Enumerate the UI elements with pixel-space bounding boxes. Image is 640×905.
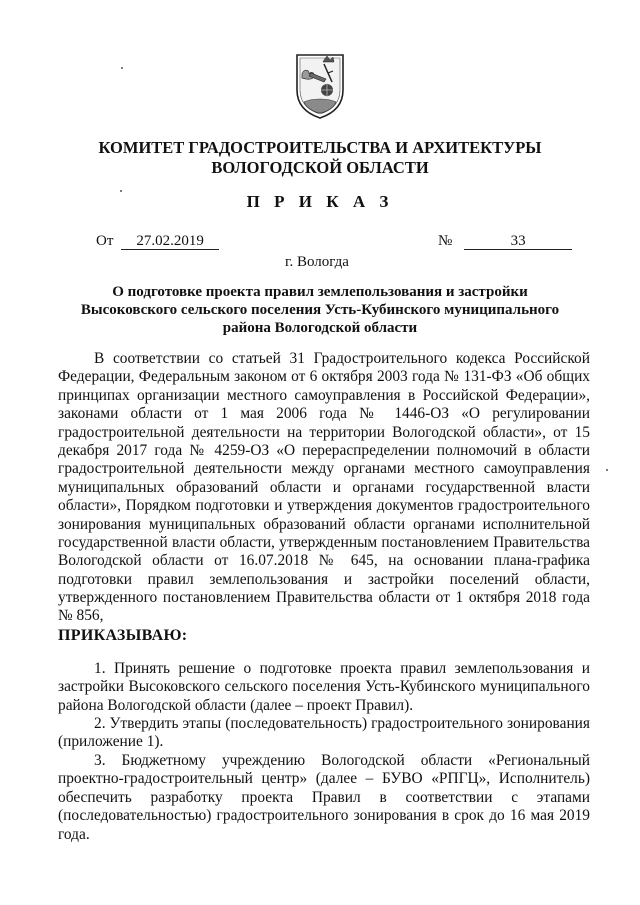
order-item-1 (58, 660, 590, 715)
item-line: (последовательностью) градостроительного зонирования в срок до 16 мая 2019 (58, 807, 590, 825)
preamble-line: утвержденного постановлением Правительства области от 1 октября 2018 года (58, 589, 590, 607)
preamble-line: градостроительной деятельности между органами местного самоуправления (58, 460, 590, 478)
number-row (438, 232, 572, 250)
item-line: (приложение 1). (58, 733, 164, 751)
order-word: ПРИКАЗЫВАЮ: (58, 627, 188, 644)
preamble-line: государственной власти области, утвержденным постановлением Правительства (58, 533, 590, 551)
preamble-paragraph (58, 350, 590, 626)
preamble-line: подготовки правил землепользования и застройки поселений области, (58, 570, 590, 588)
subject-line1: О подготовке проекта правил землепользования и застройки (112, 284, 528, 300)
date-row (96, 232, 219, 250)
item-line: 1. Принять решение о подготовке проекта правил землепользования и (94, 660, 590, 677)
item-line: 2. Утвердить этапы (последовательность) градостроительного зонирования (94, 715, 590, 732)
item-line: года. (58, 825, 90, 843)
item-line: проектно-градостроительный центр» (далее – БУВО «РПГЦ», Исполнитель) (58, 770, 590, 788)
date-prefix: От (96, 233, 114, 249)
preamble-line: градостроительной деятельности на территории Вологодской области», от 15 (58, 423, 590, 441)
subject-line2: Высоковского сельского поселения Усть-Кубинского муниципального (80, 302, 560, 318)
order-item-3 (58, 752, 590, 844)
committee-name-line2: ВОЛОГОДСКОЙ ОБЛАСТИ (211, 158, 429, 177)
preamble-line: Вологодской области от 16.07.2018 № 645, на основании плана-графика (58, 552, 590, 570)
item-line: застройки Высоковского сельского поселения Усть-Кубинского муниципального (58, 678, 590, 696)
document-date: 27.02.2019 (121, 233, 219, 250)
scan-speck (120, 190, 122, 192)
scan-speck (121, 67, 123, 69)
preamble-line: зонирования муниципальных образований области органами исполнительной (58, 515, 590, 533)
preamble-line: муниципальных образований области и органами государственной власти (58, 478, 590, 496)
number-prefix: № (438, 233, 453, 249)
item-line: обеспечить разработку проекта Правил в соответствии с этапами (58, 788, 590, 806)
document-type-title: П Р И К А З (246, 192, 394, 211)
preamble-line: принципах организации местного самоуправления в Российской Федерации», (58, 386, 590, 404)
item-line: 3. Бюджетному учреждению Вологодской области «Региональный (94, 752, 590, 769)
subject-line3: района Вологодской области (222, 320, 418, 336)
order-item-2 (58, 715, 590, 752)
preamble-line: декабря 2017 года № 4259-ОЗ «О перераспределении полномочий в области (58, 441, 590, 459)
committee-name-line1: КОМИТЕТ ГРАДОСТРОИТЕЛЬСТВА И АРХИТЕКТУРЫ (98, 138, 542, 157)
document-number: 33 (464, 233, 572, 250)
preamble-line: В соответствии со статьей 31 Градостроительного кодекса Российской (94, 350, 590, 367)
preamble-line: законами области от 1 мая 2006 года № 1446-ОЗ «О регулировании (58, 405, 590, 423)
preamble-line: области», Порядком подготовки и утверждения документов градостроительного (58, 497, 590, 515)
preamble-line: № 856, (58, 607, 104, 625)
item-line: района Вологодской области (далее – проект Правил). (58, 696, 414, 714)
vologda-oblast-coat-of-arms-icon (294, 52, 346, 120)
preamble-line: Федерации, Федеральным законом от 6 октября 2003 года № 131-ФЗ «Об общих (58, 368, 590, 386)
scan-speck (606, 469, 608, 471)
city: г. Вологда (285, 254, 349, 270)
